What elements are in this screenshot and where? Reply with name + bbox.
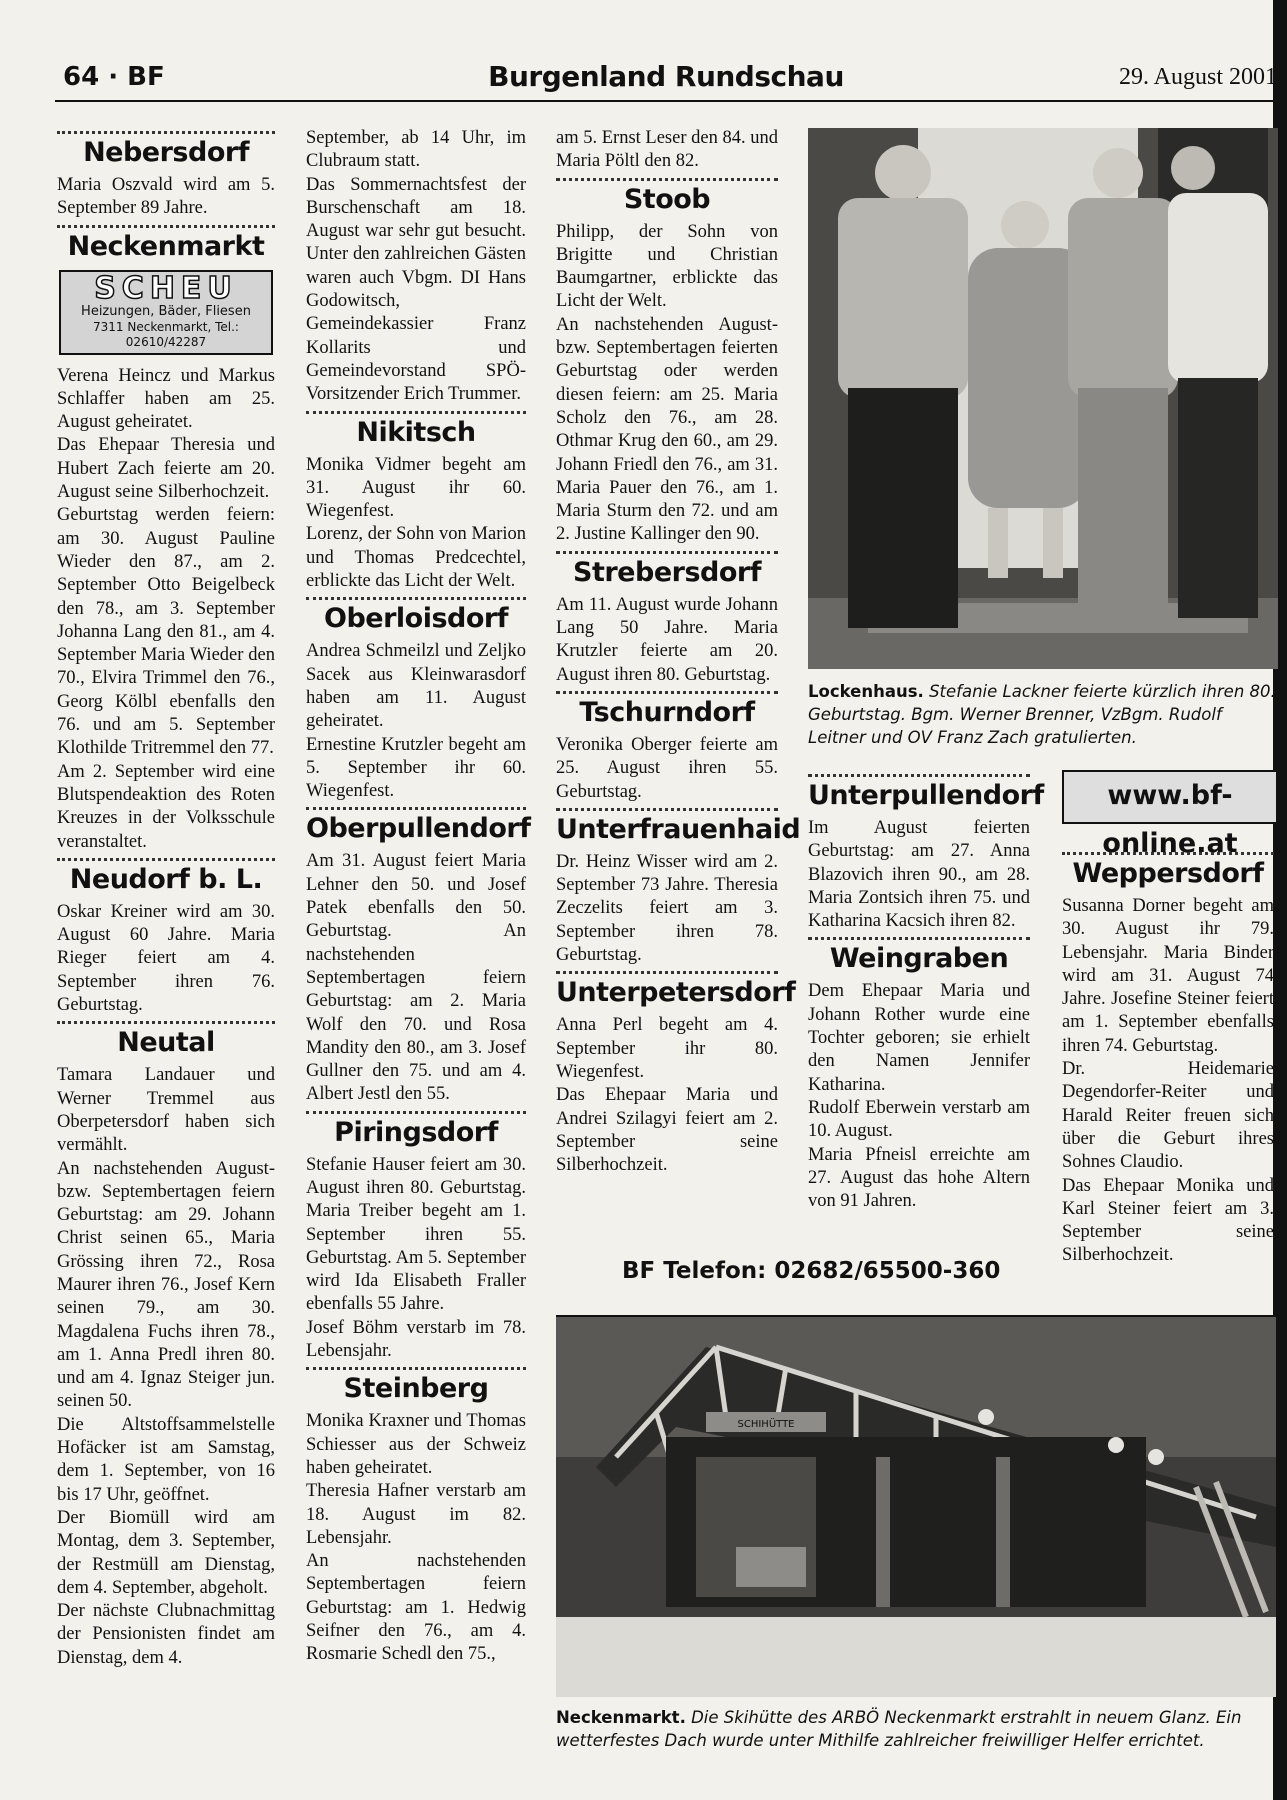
article-text: Die Altstoffsammelstelle Hofäcker ist am Samstag, dem 1. September, von 16 bis 17 Uhr, geöffnet. <box>57 1414 275 1505</box>
article-text: Das Ehepaar Monika und Karl Steiner feiert am 3. September seine Silberhochzeit. <box>1062 1175 1274 1266</box>
article-text: Oskar Kreiner wird am 30. August 60 Jahre. Maria Rieger feiert am 4. September ihren 76. Geburtstag. <box>57 901 275 1016</box>
article-text: Am 11. August wurde Johann Lang 50 Jahre. Maria Krutzler feierte am 20. August ihren 80. Geburtstag. <box>556 594 778 685</box>
article-text: Ernestine Krutzler begeht am 5. September ihr 60. Wiegenfest. <box>306 734 526 802</box>
article-text: Tamara Landauer und Werner Tremmel aus Oberpetersdorf haben sich vermählt. <box>57 1065 275 1156</box>
photo-skihuette-caption <box>556 1706 1276 1752</box>
town-nikitsch: Nikitsch <box>356 416 476 448</box>
article-text: Verena Heincz und Markus Schlaffer haben am 25. August geheiratet. <box>57 365 275 433</box>
article-text: Monika Kraxner und Thomas Schiesser aus der Schweiz haben geheiratet. <box>306 1411 526 1478</box>
article-text: Monika Vidmer begeht am 31. August ihr 60. Wiegenfest. <box>306 454 526 522</box>
town-weingraben: Weingraben <box>829 943 1009 975</box>
photo-skihuette <box>556 1315 1276 1697</box>
article-text: Das Ehepaar Theresia und Hubert Zach feierte am 20. August seine Silberhochzeit. <box>57 435 275 503</box>
article-text: Lorenz, der Sohn von Marion und Thomas Predcechtel, erblickte das Licht der Welt. <box>306 524 526 592</box>
town-unterpetersdorf: Unterpetersdorf <box>556 977 796 1009</box>
section-divider <box>808 774 1030 777</box>
section-divider <box>57 1021 275 1024</box>
town-weppersdorf: Weppersdorf <box>1072 858 1264 889</box>
section-divider <box>57 858 275 861</box>
caption-place: Neckenmarkt. <box>556 1708 686 1727</box>
section-divider <box>808 937 1030 940</box>
article-text: Das Sommernachtsfest der Burschenschaft am 18. August war sehr gut besucht. Unter den zahlreichen Gästen waren auch Vbgm. DI Hans Godowitsch, Gemeindekassier Franz Kollarits und Gemeindevorstand SPÖ-Vorsitzender Erich Trummer. <box>306 174 526 405</box>
article-text: Stefanie Hauser feiert am 30. August ihren 80. Geburtstag. Maria Treiber begeht am 1. September ihren 55. Geburtstag. Am 5. September wird Ida Elisabeth Fraller ebenfalls 55 Jahre. <box>306 1154 526 1315</box>
section-divider <box>306 597 526 600</box>
ad-logo: SCHEU <box>94 270 238 306</box>
article-text: Rudolf Eberwein verstarb am 10. August. <box>808 1097 1030 1142</box>
section-divider <box>57 225 275 228</box>
article-text: An nachstehenden August- bzw. Septembertagen feiern Geburtstag: am 29. Johann Christ seinen 65., Maria Grössing ihren 72., Rosa Maurer ihren 76., Josef Kern seinen 79., am 30. Magdalena Fuchs ihren 78., am 1. Anna Predl ihren 80. und am 4. Ignaz Steiger jun. seinen 50. <box>57 1158 275 1412</box>
scheu-advertisement <box>59 270 273 355</box>
photo-sign-text: SCHIHÜTTE <box>737 1419 795 1430</box>
town-piringsdorf: Piringsdorf <box>334 1116 498 1148</box>
bf-telephone: BF Telefon: 02682/65500-360 <box>622 1258 1001 1284</box>
ad-address: 7311 Neckenmarkt, Tel.: 02610/42287 <box>93 319 239 349</box>
town-strebersdorf: Strebersdorf <box>573 556 761 588</box>
column-2 <box>306 127 531 1667</box>
article-text: Dem Ehepaar Maria und Johann Rother wurde eine Tochter geboren; sie erhielt den Namen Jennifer Katharina. <box>808 981 1030 1095</box>
column-3 <box>556 127 801 1177</box>
section-divider <box>57 131 275 134</box>
town-oberpullendorf: Oberpullendorf <box>306 813 531 845</box>
article-text: am 5. Ernst Leser den 84. und Maria Pöltl den 82. <box>556 128 778 172</box>
article-text: Theresia Hafner verstarb am 18. August im 82. Lebensjahr. <box>306 1481 526 1548</box>
caption-text: Stefanie Lackner feierte kürzlich ihren 80. Geburtstag. Bgm. Werner Brenner, VzBgm. Rudolf Leitner und OV Franz Zach gratulierten. <box>808 682 1276 747</box>
article-text: Im August feierten Geburtstag: am 27. Anna Blazovich ihren 90., am 28. Maria Zontsich ihren 75. und Katharina Kacsich ihren 82. <box>808 818 1030 932</box>
town-steinberg: Steinberg <box>343 1373 489 1405</box>
article-text: Der Biomüll wird am Montag, dem 3. September, der Restmüll am Dienstag, dem 4. September, abgeholt. <box>57 1507 275 1598</box>
article-text: Maria Pfneisl erreichte am 27. August das hohe Altern von 91 Jahren. <box>808 1144 1030 1212</box>
website-box: www.bf-online.at <box>1062 770 1278 824</box>
article-text: Susanna Dorner begeht am 30. August ihr 79. Lebensjahr. Maria Binder wird am 31. August 74 Jahre. Josefine Steiner feiert am 1. September ebenfalls ihren 74. Geburtstag. <box>1062 896 1274 1056</box>
page-number: 64 · BF <box>63 62 165 92</box>
column-5 <box>1062 848 1274 1268</box>
section-divider <box>306 807 526 810</box>
article-text: Der nächste Clubnachmittag der Pensionisten findet am Dienstag, dem 4. <box>57 1601 275 1668</box>
column-1 <box>57 127 275 1670</box>
town-neudorf: Neudorf b. L. <box>69 863 263 895</box>
photo-skihuette-image <box>556 1317 1276 1697</box>
section-divider <box>306 411 526 414</box>
town-nebersdorf: Nebersdorf <box>83 137 249 168</box>
section-divider <box>306 1367 526 1370</box>
section-divider <box>556 971 778 974</box>
section-divider <box>556 691 778 694</box>
section-divider <box>1062 852 1274 855</box>
photo-lockenhaus-image <box>808 128 1278 669</box>
column-4 <box>808 770 1044 1213</box>
town-unterfrauenhaid: Unterfrauenhaid <box>556 813 801 845</box>
ad-tagline: Heizungen, Bäder, Fliesen <box>81 303 251 319</box>
article-text: Maria Oszvald wird am 5. September 89 Jahre. <box>57 175 275 219</box>
article-text: An nachstehenden Septembertagen feiern Geburtstag: am 1. Hedwig Seifner den 76., am 4. Rosmarie Schedl den 75., <box>306 1551 526 1665</box>
article-text: Das Ehepaar Maria und Andrei Szilagyi feiert am 2. September seine Silberhochzeit. <box>556 1085 778 1176</box>
article-text: Andrea Schmeilzl und Zeljko Sacek aus Kleinwarasdorf haben am 11. August geheiratet. <box>306 641 526 732</box>
photo-lockenhaus-caption <box>808 680 1280 749</box>
article-text: An nachstehenden August- bzw. Septembertagen feierten Geburtstag oder werden diesen feiern: am 25. Maria Scholz den 76., am 28. Othmar Krug den 60., am 29. Johann Friedl den 76., am 31. Maria Pauer den 76., am 1. Maria Sturm den 72. und am 2. Justine Kallinger den 90. <box>556 314 778 545</box>
town-neutal: Neutal <box>117 1027 215 1059</box>
section-divider <box>306 1111 526 1114</box>
town-stoob: Stoob <box>623 183 711 215</box>
publication-title: Burgenland Rundschau <box>488 60 844 93</box>
town-neckenmarkt: Neckenmarkt <box>67 230 265 262</box>
article-text: Philipp, der Sohn von Brigitte und Christian Baumgartner, erblickte das Licht der Welt. <box>556 221 778 312</box>
article-text: Am 2. September wird eine Blutspendeaktion des Roten Kreuzes in der Volksschule veranstaltet. <box>57 761 275 852</box>
article-text: Dr. Heinz Wisser wird am 2. September 73 Jahre. Theresia Zeczelits feiert am 3. September ihren 78. Geburtstag. <box>556 851 778 966</box>
town-oberloisdorf: Oberloisdorf <box>324 603 508 635</box>
article-text: September, ab 14 Uhr, im Clubraum statt. <box>306 128 526 172</box>
town-tschurndorf: Tschurndorf <box>579 696 755 728</box>
section-divider <box>556 551 778 554</box>
page-header <box>55 60 1277 102</box>
town-unterpullendorf: Unterpullendorf <box>808 780 1044 811</box>
article-text: Am 31. August feiert Maria Lehner den 50. und Josef Patek ebenfalls den 50. Geburtstag. An nachstehenden Septembertagen feiern Geburtstag: am 2. Maria Wolf den 70. und Rosa Mandity den 80., am 3. Josef Gullner den 75. und am 4. Albert Jestl den 55. <box>306 851 526 1105</box>
caption-place: Lockenhaus. <box>808 682 924 701</box>
section-divider <box>556 808 778 811</box>
section-divider <box>556 178 778 181</box>
photo-lockenhaus <box>808 128 1278 669</box>
article-text: Anna Perl begeht am 4. September ihr 80. Wiegenfest. <box>556 1015 778 1082</box>
article-text: Josef Böhm verstarb im 78. Lebensjahr. <box>306 1317 526 1362</box>
article-text: Geburtstag werden feiern: am 30. August Pauline Wieder den 87., am 2. September Otto Beigelbeck den 78., am 3. September Johanna Lang den 81., am 4. September Maria Wieder den 70., Elvira Trimmel den 76., Georg Kölbl ebenfalls den 76. und am 5. September Klothilde Tritremmel den 77. <box>57 505 275 759</box>
article-text: Veronika Oberger feierte am 25. August ihren 55. Geburtstag. <box>556 734 778 802</box>
caption-text: Die Skihütte des ARBÖ Neckenmarkt erstrahlt in neuem Glanz. Ein wetterfestes Dach wurde unter Mithilfe zahlreicher freiwilliger Helfer errichtet. <box>556 1708 1242 1750</box>
issue-date: 29. August 2001 <box>1118 64 1277 90</box>
article-text: Dr. Heidemarie Degendorfer-Reiter und Harald Reiter freuen sich über die Geburt ihres Sohnes Claudio. <box>1062 1059 1274 1173</box>
